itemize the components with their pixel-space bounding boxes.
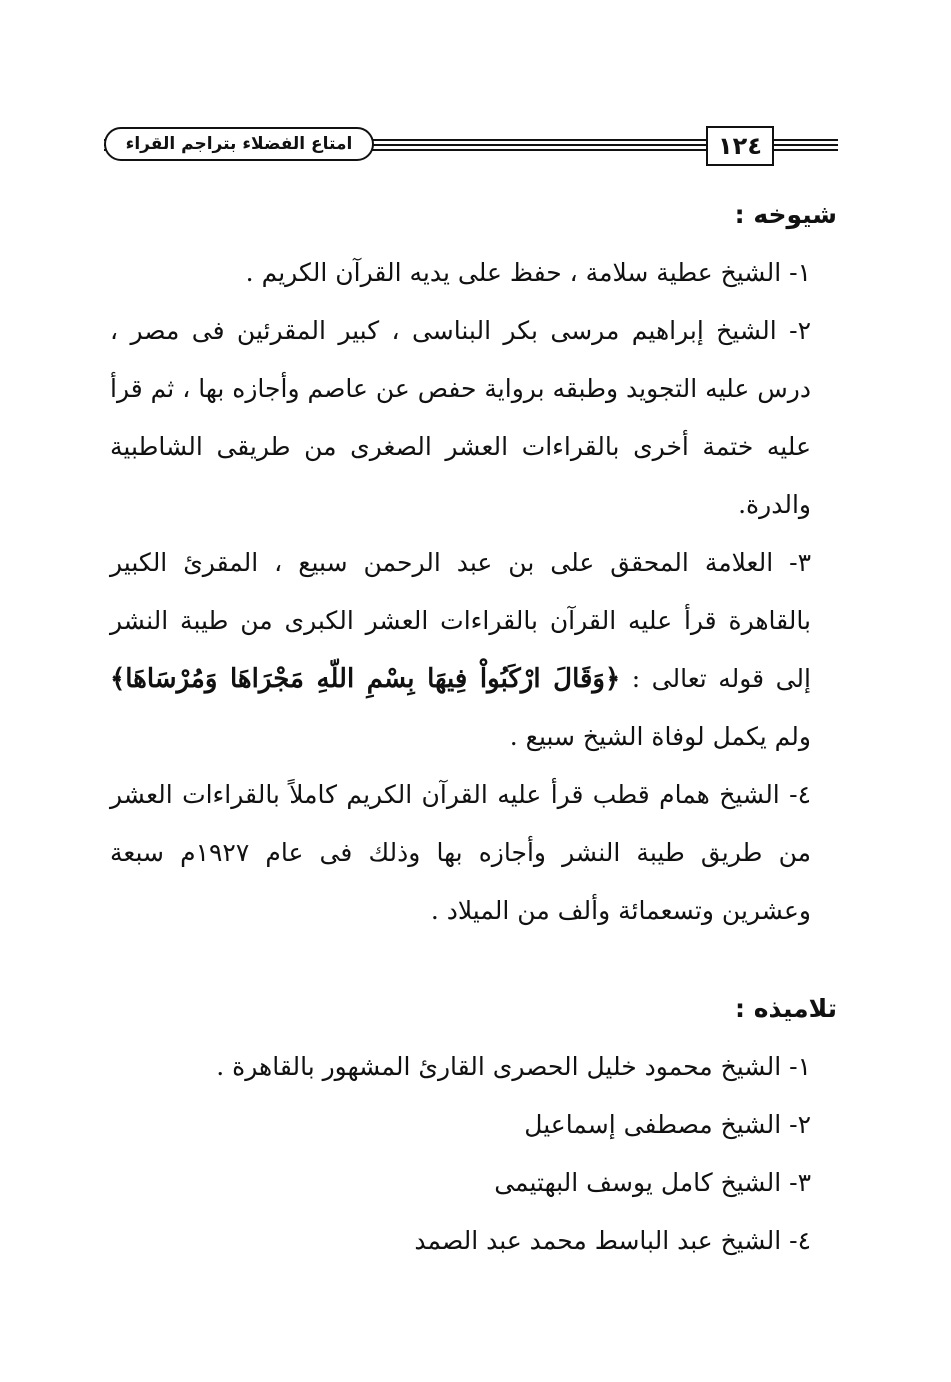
page-number: ١٢٤ — [706, 126, 774, 166]
student-item-3: ٣- الشيخ كامل يوسف البهتيمى — [494, 1168, 811, 1197]
teachers-heading: شيوخه : — [734, 200, 837, 229]
teacher-item-4: ٤- الشيخ همام قطب قرأ عليه القرآن الكريم كاملاً بالقراءات العشر من طريق طيبة النشر وأجازه بها وذلك فى عام ١٩٢٧م سبعة وعشرين وتسعمائة وألف من الميلاد . — [110, 780, 811, 925]
teacher-item-2: ٢- الشيخ إبراهيم مرسى بكر البناسى ، كبير المقرئين فى مصر ، درس عليه التجويد وطبقه برواية حفص عن عاصم وأجازه بها ، ثم قرأ عليه ختمة أخرى بالقراءات العشر الصغرى من طريقى الشاطبية والدرة. — [110, 316, 811, 519]
teacher-item-3-text: ٣- العلامة المحقق على بن عبد الرحمن سبيع ، المقرئ الكبير بالقاهرة قرأ عليه القرآن بالقراءات العشر الكبرى من طيبة النشر إلى — [110, 548, 811, 693]
student-item-1: ١- الشيخ محمود خليل الحصرى القارئ المشهور بالقاهرة . — [216, 1052, 811, 1081]
students-heading: تلاميذه : — [735, 994, 837, 1023]
student-item-2: ٢- الشيخ مصطفى إسماعيل — [524, 1110, 811, 1139]
teacher-item-3 — [110, 534, 837, 766]
running-header — [104, 126, 838, 170]
teacher-item-3-suffix: ولم يكمل لوفاة الشيخ سبيع . — [509, 722, 811, 751]
teacher-item-1: ١- الشيخ عطية سلامة ، حفظ على يديه القرآن الكريم . — [245, 258, 811, 287]
book-title: امتاع الفضلاء بتراجم القراء — [104, 127, 374, 161]
teacher-item-3-prefix: قوله تعالى : — [631, 664, 765, 693]
page-content — [110, 186, 837, 1270]
quran-verse: ﴿وَقَالَ ارْكَبُواْ فِيهَا بِسْمِ اللّهِ مَجْرَاهَا وَمُرْسَاهَا﴾ — [110, 664, 621, 694]
student-item-4: ٤- الشيخ عبد الباسط محمد عبد الصمد — [414, 1226, 811, 1255]
